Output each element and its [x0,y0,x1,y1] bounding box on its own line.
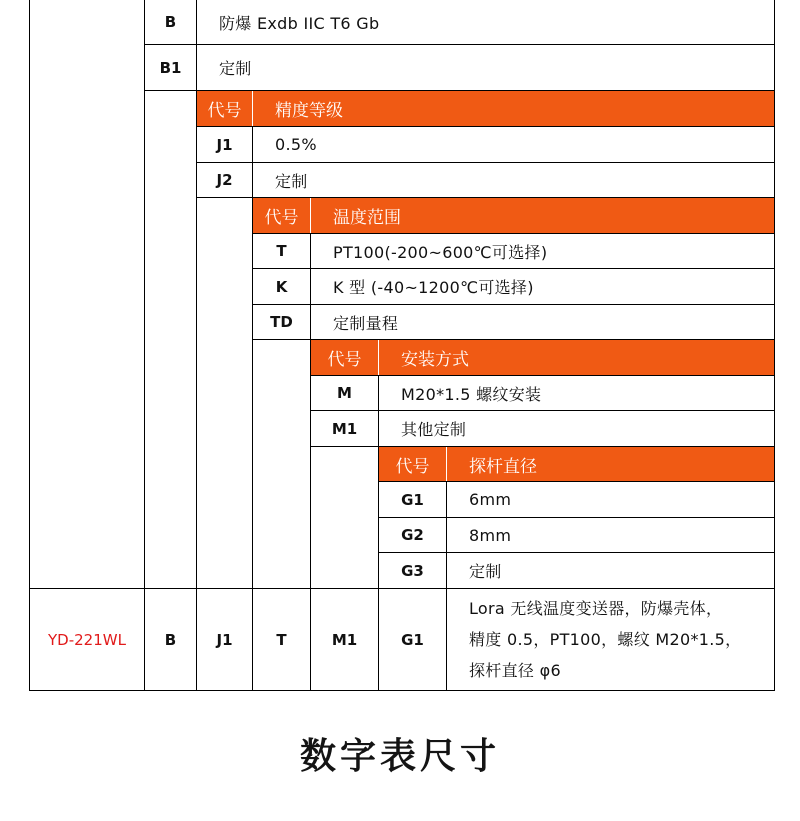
example-code: M1 [331,630,358,649]
example-code: T [276,630,287,649]
code-cell: J1 [216,135,233,154]
code-cell: G2 [401,526,424,544]
code-cell: J2 [216,171,233,189]
example-code: G1 [401,630,424,649]
code-cell: TD [270,313,293,331]
code-cell: K [275,277,288,296]
desc-cell: 6mm [469,490,512,509]
accuracy-header-code: 代号 [207,101,242,121]
accuracy-header-text: 精度等级 [275,101,343,121]
code-cell: G3 [401,561,424,580]
desc-cell: 定制 [469,562,502,581]
desc-cell: M20*1.5 螺纹安装 [401,384,542,404]
desc-cell: K 型 (-40~1200℃可选择) [333,278,534,297]
code-cell: G1 [401,490,424,509]
example-model: YD-221WL [48,630,126,649]
example-description-line: Lora 无线温度变送器，防爆壳体， [469,599,723,618]
section-title: 数字表尺寸 [299,736,500,777]
temperature-header-text: 温度范围 [333,208,401,228]
desc-cell: 定制量程 [333,313,399,333]
code-cell: B [164,13,177,31]
desc-cell: 8mm [469,525,512,545]
probe-header-code: 代号 [395,456,430,477]
probe-header-text: 探杆直径 [469,456,537,477]
desc-cell: 0.5% [275,135,317,154]
desc-cell: PT100(-200~600℃可选择) [333,242,548,262]
code-cell: M1 [331,419,358,438]
example-description-line: 探杆直径 φ6 [469,661,561,680]
desc-cell: 定制 [275,171,308,191]
code-cell: T [276,242,287,260]
temperature-header-code: 代号 [264,208,299,228]
example-code: J1 [216,630,233,649]
code-cell: M [337,384,352,402]
mounting-header-text: 安装方式 [401,350,469,370]
desc-cell: 定制 [219,59,252,78]
example-description [469,593,774,686]
example-code: B [164,630,177,649]
mounting-header-code: 代号 [327,350,362,370]
desc-cell: 防爆 Exdb IIC T6 Gb [219,13,380,33]
example-description-line: 精度 0.5，PT100，螺纹 M20*1.5， [469,630,742,649]
desc-cell: 其他定制 [401,420,467,439]
code-cell: B1 [159,58,182,77]
grid-line [29,690,775,691]
